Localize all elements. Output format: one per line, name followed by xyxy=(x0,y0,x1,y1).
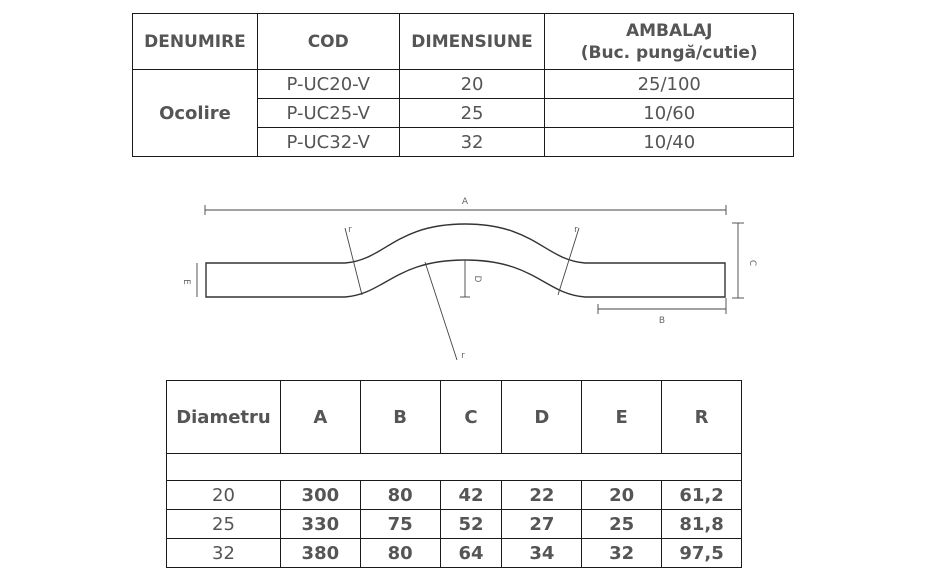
diameter-cell: 25 xyxy=(167,510,281,539)
pipe-outline xyxy=(206,224,725,297)
table-row xyxy=(167,539,742,568)
code-cell: P-UC20-V xyxy=(257,70,399,99)
header-e: E xyxy=(582,381,662,454)
header-code: COD xyxy=(257,14,399,70)
header-packaging-line1: AMBALAJ xyxy=(625,20,713,41)
radius-leader-left xyxy=(345,228,362,295)
a-cell: 300 xyxy=(280,481,360,510)
packaging-cell: 25/100 xyxy=(545,70,794,99)
b-cell: 80 xyxy=(360,481,440,510)
dimensions-table xyxy=(166,380,742,568)
dim-label-d: D xyxy=(472,275,482,283)
d-cell: 22 xyxy=(502,481,582,510)
dimension-cell: 32 xyxy=(399,128,545,157)
dim-label-e: E xyxy=(181,279,191,285)
packaging-table xyxy=(132,13,794,157)
a-cell: 380 xyxy=(280,539,360,568)
header-r: R xyxy=(662,381,742,454)
packaging-cell: 10/60 xyxy=(545,99,794,128)
dimensions-header-row xyxy=(167,381,742,454)
header-packaging xyxy=(545,14,794,70)
table-row xyxy=(167,481,742,510)
r-cell: 81,8 xyxy=(662,510,742,539)
technical-drawing xyxy=(170,190,770,370)
r-cell: 61,2 xyxy=(662,481,742,510)
e-cell: 25 xyxy=(582,510,662,539)
dim-label-b: B xyxy=(658,316,666,326)
empty-cell xyxy=(167,454,742,481)
c-cell: 64 xyxy=(440,539,502,568)
b-cell: 80 xyxy=(360,539,440,568)
dim-label-r-left: r xyxy=(348,225,352,235)
header-diameter: Diametru xyxy=(167,381,281,454)
c-cell: 52 xyxy=(440,510,502,539)
product-name: Ocolire xyxy=(133,70,258,157)
e-cell: 32 xyxy=(582,539,662,568)
header-c: C xyxy=(440,381,502,454)
header-b: B xyxy=(360,381,440,454)
header-dimension: DIMENSIUNE xyxy=(399,14,545,70)
e-cell: 20 xyxy=(582,481,662,510)
code-cell: P-UC25-V xyxy=(257,99,399,128)
empty-row xyxy=(167,454,742,481)
d-cell: 34 xyxy=(502,539,582,568)
table-row xyxy=(133,70,794,99)
dim-label-c: C xyxy=(747,259,757,267)
a-cell: 330 xyxy=(280,510,360,539)
d-cell: 27 xyxy=(502,510,582,539)
dim-label-a: A xyxy=(461,197,469,207)
diameter-cell: 20 xyxy=(167,481,281,510)
header-name: DENUMIRE xyxy=(133,14,258,70)
radius-leader-center xyxy=(425,262,457,360)
b-cell: 75 xyxy=(360,510,440,539)
packaging-cell: 10/40 xyxy=(545,128,794,157)
header-a: A xyxy=(280,381,360,454)
dim-label-r-center: r xyxy=(461,351,465,361)
bypass-pipe xyxy=(206,224,725,297)
dim-label-r-right: r xyxy=(574,225,578,235)
c-cell: 42 xyxy=(440,481,502,510)
dimension-labels xyxy=(181,197,757,361)
header-d: D xyxy=(502,381,582,454)
dimension-lines xyxy=(197,205,744,360)
header-packaging-line2: (Buc. pungă/cutie) xyxy=(580,42,758,63)
code-cell: P-UC32-V xyxy=(257,128,399,157)
r-cell: 97,5 xyxy=(662,539,742,568)
packaging-header-row xyxy=(133,14,794,70)
dimension-cell: 20 xyxy=(399,70,545,99)
diameter-cell: 32 xyxy=(167,539,281,568)
dimension-cell: 25 xyxy=(399,99,545,128)
table-row xyxy=(167,510,742,539)
